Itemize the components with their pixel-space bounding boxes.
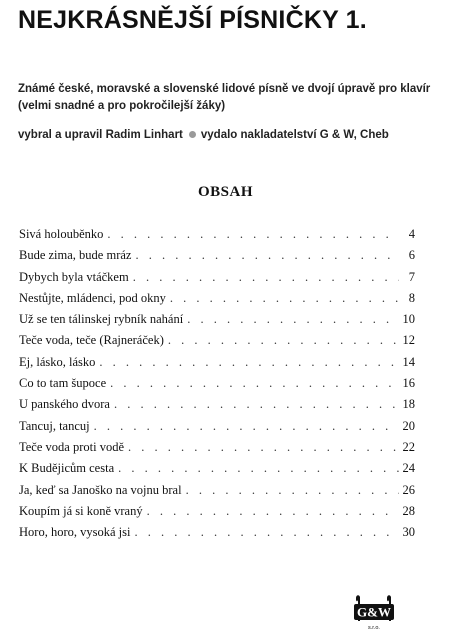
toc-entry-page: 24	[402, 461, 415, 476]
toc-entry	[19, 224, 415, 245]
toc-entry-page: 20	[402, 418, 415, 433]
dot-leader	[186, 480, 399, 501]
toc-entry-title: Dybych byla vtáčkem	[19, 269, 129, 284]
toc-entry-page: 26	[402, 482, 415, 497]
toc-entry-title: Tancuj, tancuj	[19, 418, 90, 433]
toc-entry	[19, 288, 415, 309]
dot-leader	[110, 373, 398, 394]
toc-entry-page: 16	[402, 376, 415, 391]
toc-entry	[19, 330, 415, 351]
dot-leader	[133, 267, 399, 288]
toc-entry-page: 10	[402, 312, 415, 327]
book-subtitle: Známé české, moravské a slovenské lidové písně ve dvojí úpravě pro klavír (velmi snadné a pro pokročilejší žáky)	[18, 83, 431, 112]
logo-mark-text: G&W	[357, 604, 391, 620]
toc-entry-title: U panského dvora	[19, 397, 110, 412]
bullet-icon	[189, 131, 196, 138]
dot-leader	[170, 288, 399, 309]
toc-entry	[19, 458, 415, 479]
toc-entry-page: 6	[408, 248, 415, 263]
credits-line	[18, 129, 389, 141]
dot-leader	[114, 394, 399, 415]
arranger-credit: vybral a upravil Radim Linhart	[18, 129, 183, 141]
toc-entry-page: 14	[402, 354, 415, 369]
toc-entry-page: 8	[408, 290, 415, 305]
toc-entry-page: 4	[408, 227, 415, 241]
toc-entry	[19, 437, 415, 458]
dot-leader	[168, 330, 399, 351]
book-title: NEJKRÁSNĚJŠÍ PÍSNIČKY 1.	[18, 6, 367, 34]
toc-heading: OBSAH	[197, 184, 253, 200]
toc-entry-page: 18	[402, 397, 415, 412]
toc-entry	[19, 522, 415, 543]
publisher-credit: vydalo nakladatelství G & W, Cheb	[200, 129, 389, 141]
toc-entry-page: 7	[408, 269, 415, 284]
toc-entry	[19, 309, 415, 330]
toc-entry-title: Nestůjte, mládenci, pod okny	[19, 290, 166, 305]
toc-entry-title: Bude zima, bude mráz	[19, 248, 132, 263]
dot-leader	[118, 458, 398, 479]
toc-entry-title: Koupím já si koně vraný	[19, 503, 143, 518]
table-of-contents	[19, 224, 415, 543]
toc-entry-title: K Budějicům cesta	[19, 461, 115, 476]
toc-entry-page: 22	[402, 439, 415, 454]
toc-entry	[19, 267, 415, 288]
toc-entry-page: 30	[402, 525, 415, 540]
toc-entry-page: 12	[402, 333, 415, 348]
dot-leader	[99, 352, 398, 373]
toc-entry-title: Sivá holouběnko	[19, 227, 104, 241]
toc-entry-title: Teče voda proti vodě	[19, 439, 124, 454]
toc-entry-title: Už se ten tálinskej rybník nahání	[19, 312, 184, 327]
toc-entry-title: Horo, horo, vysoká jsi	[19, 525, 131, 540]
publisher-logo-icon	[350, 594, 398, 632]
dot-leader	[134, 522, 398, 543]
dot-leader	[135, 245, 399, 266]
toc-entry	[19, 245, 415, 266]
toc-entry	[19, 373, 415, 394]
dot-leader	[107, 224, 399, 245]
dot-leader	[187, 309, 398, 330]
toc-entry	[19, 352, 415, 373]
toc-entry	[19, 416, 415, 437]
toc-entry	[19, 480, 415, 501]
toc-entry-title: Co to tam šupoce	[19, 376, 107, 391]
toc-entry-title: Teče voda, teče (Rajneráček)	[19, 333, 164, 348]
toc-entry-title: Ej, lásko, lásko	[19, 354, 96, 369]
dot-leader	[94, 416, 399, 437]
dot-leader	[128, 437, 399, 458]
logo-caption-text: s.r.o.	[368, 625, 380, 631]
toc-entry	[19, 394, 415, 415]
toc-entry-page: 28	[402, 503, 415, 518]
toc-entry	[19, 501, 415, 522]
dot-leader	[147, 501, 399, 522]
toc-entry-title: Ja, keď sa Janoško na vojnu bral	[19, 482, 182, 497]
